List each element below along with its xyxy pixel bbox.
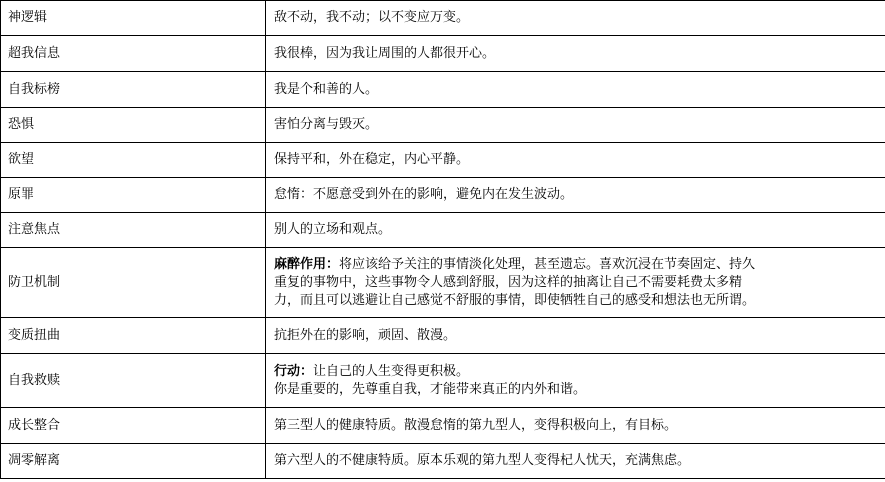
row-label: 成长整合 (1, 408, 266, 444)
row-value: 抗拒外在的影响，顽固、散漫。 (266, 318, 885, 354)
row-value-emphasis: 麻醉作用： (274, 256, 340, 272)
table-row (1, 143, 885, 178)
row-label: 自我救赎 (1, 354, 266, 408)
table-row (1, 108, 885, 143)
row-value-line: 你是重要的，先尊重自我，才能带来真正的内外和谐。 (274, 381, 587, 397)
row-label: 自我标榜 (1, 72, 266, 108)
table-row (1, 72, 885, 108)
row-value-text: 将应该给予关注的事情淡化处理，甚至遗忘。喜欢沉浸在节奏固定、持久 (339, 256, 756, 272)
table-row (1, 354, 885, 408)
row-value: 保持平和，外在稳定，内心平静。 (266, 143, 885, 178)
row-value: 我很棒，因为我让周围的人都很开心。 (266, 36, 885, 72)
row-value: 别人的立场和观点。 (266, 213, 885, 248)
table-row (1, 444, 885, 479)
row-label: 变质扭曲 (1, 318, 266, 354)
row-value: 怠惰：不愿意受到外在的影响，避免内在发生波动。 (266, 178, 885, 213)
row-label: 凋零解离 (1, 444, 266, 479)
table-row (1, 248, 885, 318)
table-row (1, 318, 885, 354)
row-value-emphasis: 行动： (274, 363, 314, 379)
row-label: 恐惧 (1, 108, 266, 143)
row-value: 我是个和善的人。 (266, 72, 885, 108)
row-value-line: 重复的事物中，这些事物令人感到舒服，因为这样的抽离让自己不需要耗费太多精 (274, 274, 743, 290)
row-value-line (274, 256, 885, 274)
row-label: 原罪 (1, 178, 266, 213)
table-row (1, 213, 885, 248)
row-value-text: 让自己的人生变得更积极。 (313, 363, 470, 379)
row-label: 超我信息 (1, 36, 266, 72)
row-value: 害怕分离与毁灭。 (266, 108, 885, 143)
table-row (1, 408, 885, 444)
row-value-line (274, 363, 885, 381)
row-value: 第三型人的健康特质。散漫怠惰的第九型人，变得积极向上，有目标。 (266, 408, 885, 444)
table-row (1, 178, 885, 213)
row-value (266, 248, 885, 318)
row-label: 防卫机制 (1, 248, 266, 318)
row-value-line: 力，而且可以逃避让自己感觉不舒服的事情，即使牺牲自己的感受和想法也无所谓。 (274, 292, 756, 308)
row-label: 注意焦点 (1, 213, 266, 248)
table-row (1, 36, 885, 72)
row-value: 敌不动，我不动；以不变应万变。 (266, 1, 885, 36)
row-label: 神逻辑 (1, 1, 266, 36)
row-value (266, 354, 885, 408)
table-row (1, 1, 885, 36)
row-value: 第六型人的不健康特质。原本乐观的第九型人变得杞人忧天，充满焦虑。 (266, 444, 885, 479)
row-label: 欲望 (1, 143, 266, 178)
